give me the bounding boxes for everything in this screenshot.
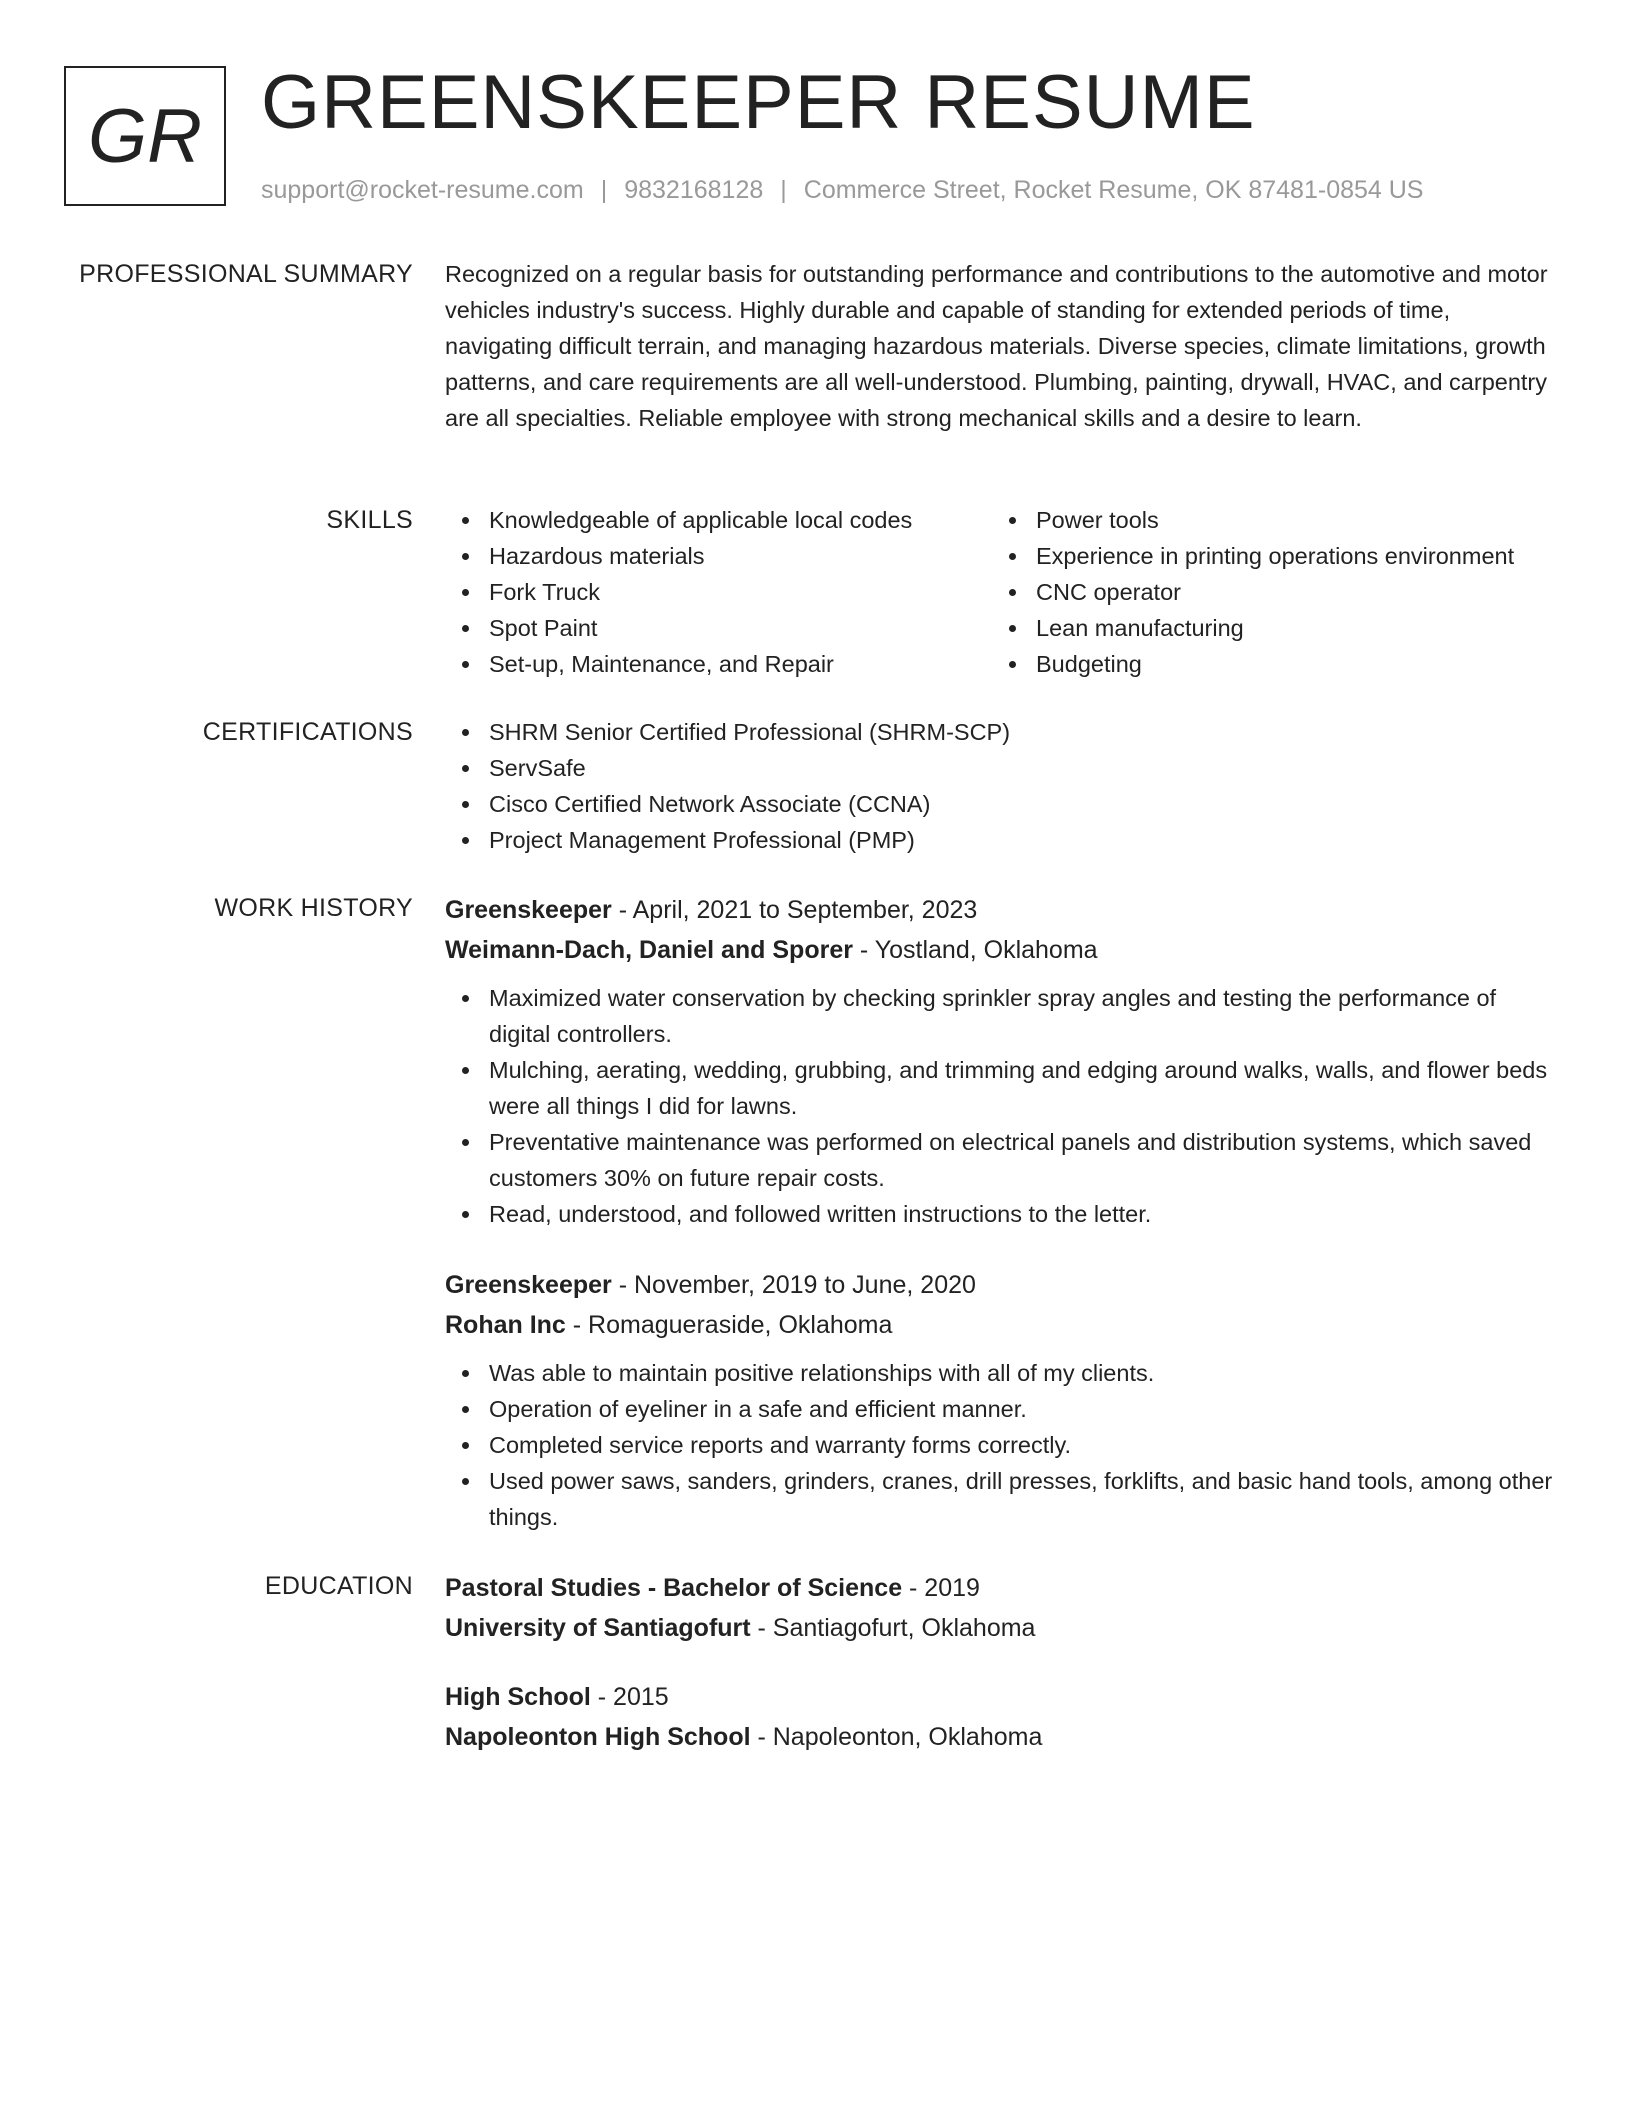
skills-heading: SKILLS — [326, 506, 413, 534]
job-company: Weimann-Dach, Daniel and Sporer — [445, 936, 853, 964]
skill-item: Lean manufacturing — [992, 610, 1514, 646]
skill-item: Spot Paint — [445, 610, 992, 646]
degree-name: High School — [445, 1683, 591, 1711]
job-company: Rohan Inc — [445, 1311, 566, 1339]
job-dates: - November, 2019 to June, 2020 — [611, 1271, 976, 1299]
job-duty-item: Operation of eyeliner in a safe and efficient manner. — [445, 1391, 1560, 1427]
contact-line — [261, 175, 1423, 205]
job-duty-item: Preventative maintenance was performed on electrical panels and distribution systems, which saved customers 30% on future repair costs. — [445, 1124, 1560, 1196]
contact-phone[interactable]: 9832168128 — [624, 176, 764, 204]
job-entry — [445, 890, 1560, 1232]
job-duty-item: Used power saws, sanders, grinders, cranes, drill presses, forklifts, and basic hand tools, among other things. — [445, 1463, 1560, 1535]
job-duty-item: Maximized water conservation by checking sprinkler spray angles and testing the performance of digital controllers. — [445, 980, 1560, 1052]
skill-item: CNC operator — [992, 574, 1514, 610]
school-location: - Napoleonton, Oklahoma — [750, 1723, 1043, 1751]
job-location: - Romagueraside, Oklahoma — [565, 1311, 893, 1339]
school-name: Napoleonton High School — [445, 1723, 751, 1751]
skill-item: Hazardous materials — [445, 538, 992, 574]
monogram-text: GR — [88, 93, 202, 179]
skill-item: Knowledgeable of applicable local codes — [445, 502, 992, 538]
job-company-line — [445, 930, 1560, 970]
job-duty-item: Completed service reports and warranty forms correctly. — [445, 1427, 1560, 1463]
job-duties-list — [445, 1355, 1560, 1535]
skill-item: Experience in printing operations environment — [992, 538, 1514, 574]
school-location: - Santiagofurt, Oklahoma — [750, 1614, 1036, 1642]
certification-item: Cisco Certified Network Associate (CCNA) — [445, 786, 1560, 822]
job-title: Greenskeeper — [445, 1271, 612, 1299]
skill-item: Power tools — [992, 502, 1514, 538]
certifications-heading: CERTIFICATIONS — [202, 718, 413, 746]
certifications-body — [445, 714, 1560, 858]
skill-item: Fork Truck — [445, 574, 992, 610]
monogram-badge — [64, 66, 226, 206]
job-title: Greenskeeper — [445, 896, 612, 924]
contact-separator: | — [600, 176, 608, 204]
skill-item: Set-up, Maintenance, and Repair — [445, 646, 992, 682]
job-company-line — [445, 1305, 1560, 1345]
job-duty-item: Was able to maintain positive relationships with all of my clients. — [445, 1355, 1560, 1391]
job-dates: - April, 2021 to September, 2023 — [611, 896, 978, 924]
school-line — [445, 1608, 1560, 1648]
certifications-list — [445, 714, 1560, 858]
contact-separator: | — [780, 176, 787, 204]
skill-item: Budgeting — [992, 646, 1514, 682]
certification-item: Project Management Professional (PMP) — [445, 822, 1560, 858]
education-heading: EDUCATION — [264, 1572, 413, 1600]
summary-heading: PROFESSIONAL SUMMARY — [79, 260, 413, 288]
education-entry — [445, 1677, 1560, 1757]
certification-item: SHRM Senior Certified Professional (SHRM-SCP) — [445, 714, 1560, 750]
certification-item: ServSafe — [445, 750, 1560, 786]
job-duty-item: Read, understood, and followed written instructions to the letter. — [445, 1196, 1560, 1232]
skills-list-left — [445, 502, 992, 682]
degree-name: Pastoral Studies - Bachelor of Science — [445, 1574, 903, 1602]
degree-year: - 2015 — [590, 1683, 669, 1711]
job-duty-item: Mulching, aerating, wedding, grubbing, and trimming and edging around walks, walls, and flower beds were all things I did for lawns. — [445, 1052, 1560, 1124]
resume-title: GREENSKEEPER RESUME — [261, 60, 1256, 145]
summary-body — [445, 256, 1560, 436]
skills-list-right — [992, 502, 1514, 682]
education-entry — [445, 1568, 1560, 1648]
job-location: - Yostland, Oklahoma — [852, 936, 1098, 964]
degree-line — [445, 1568, 1560, 1608]
contact-email[interactable]: support@rocket-resume.com — [261, 176, 584, 204]
contact-address: Commerce Street, Rocket Resume, OK 87481-0854 US — [803, 176, 1424, 204]
degree-year: - 2019 — [902, 1574, 980, 1602]
job-title-line — [445, 1265, 1560, 1305]
school-line — [445, 1717, 1560, 1757]
skills-body — [445, 502, 1560, 682]
summary-text: Recognized on a regular basis for outstanding performance and contributions to the automotive and motor vehicles industry's success. Highly durable and capable of standing for extended periods of time, navigating difficult terrain, and managing hazardous materials. Diverse species, climate limitations, growth patterns, and care requirements are all well-understood. Plumbing, painting, drywall, HVAC, and carpentry are all specialties. Reliable employee with strong mechanical skills and a desire to learn. — [445, 261, 1548, 431]
job-duties-list — [445, 980, 1560, 1232]
work-history-heading: WORK HISTORY — [214, 894, 413, 922]
job-entry — [445, 1265, 1560, 1535]
job-title-line — [445, 890, 1560, 930]
school-name: University of Santiagofurt — [445, 1614, 751, 1642]
degree-line — [445, 1677, 1560, 1717]
